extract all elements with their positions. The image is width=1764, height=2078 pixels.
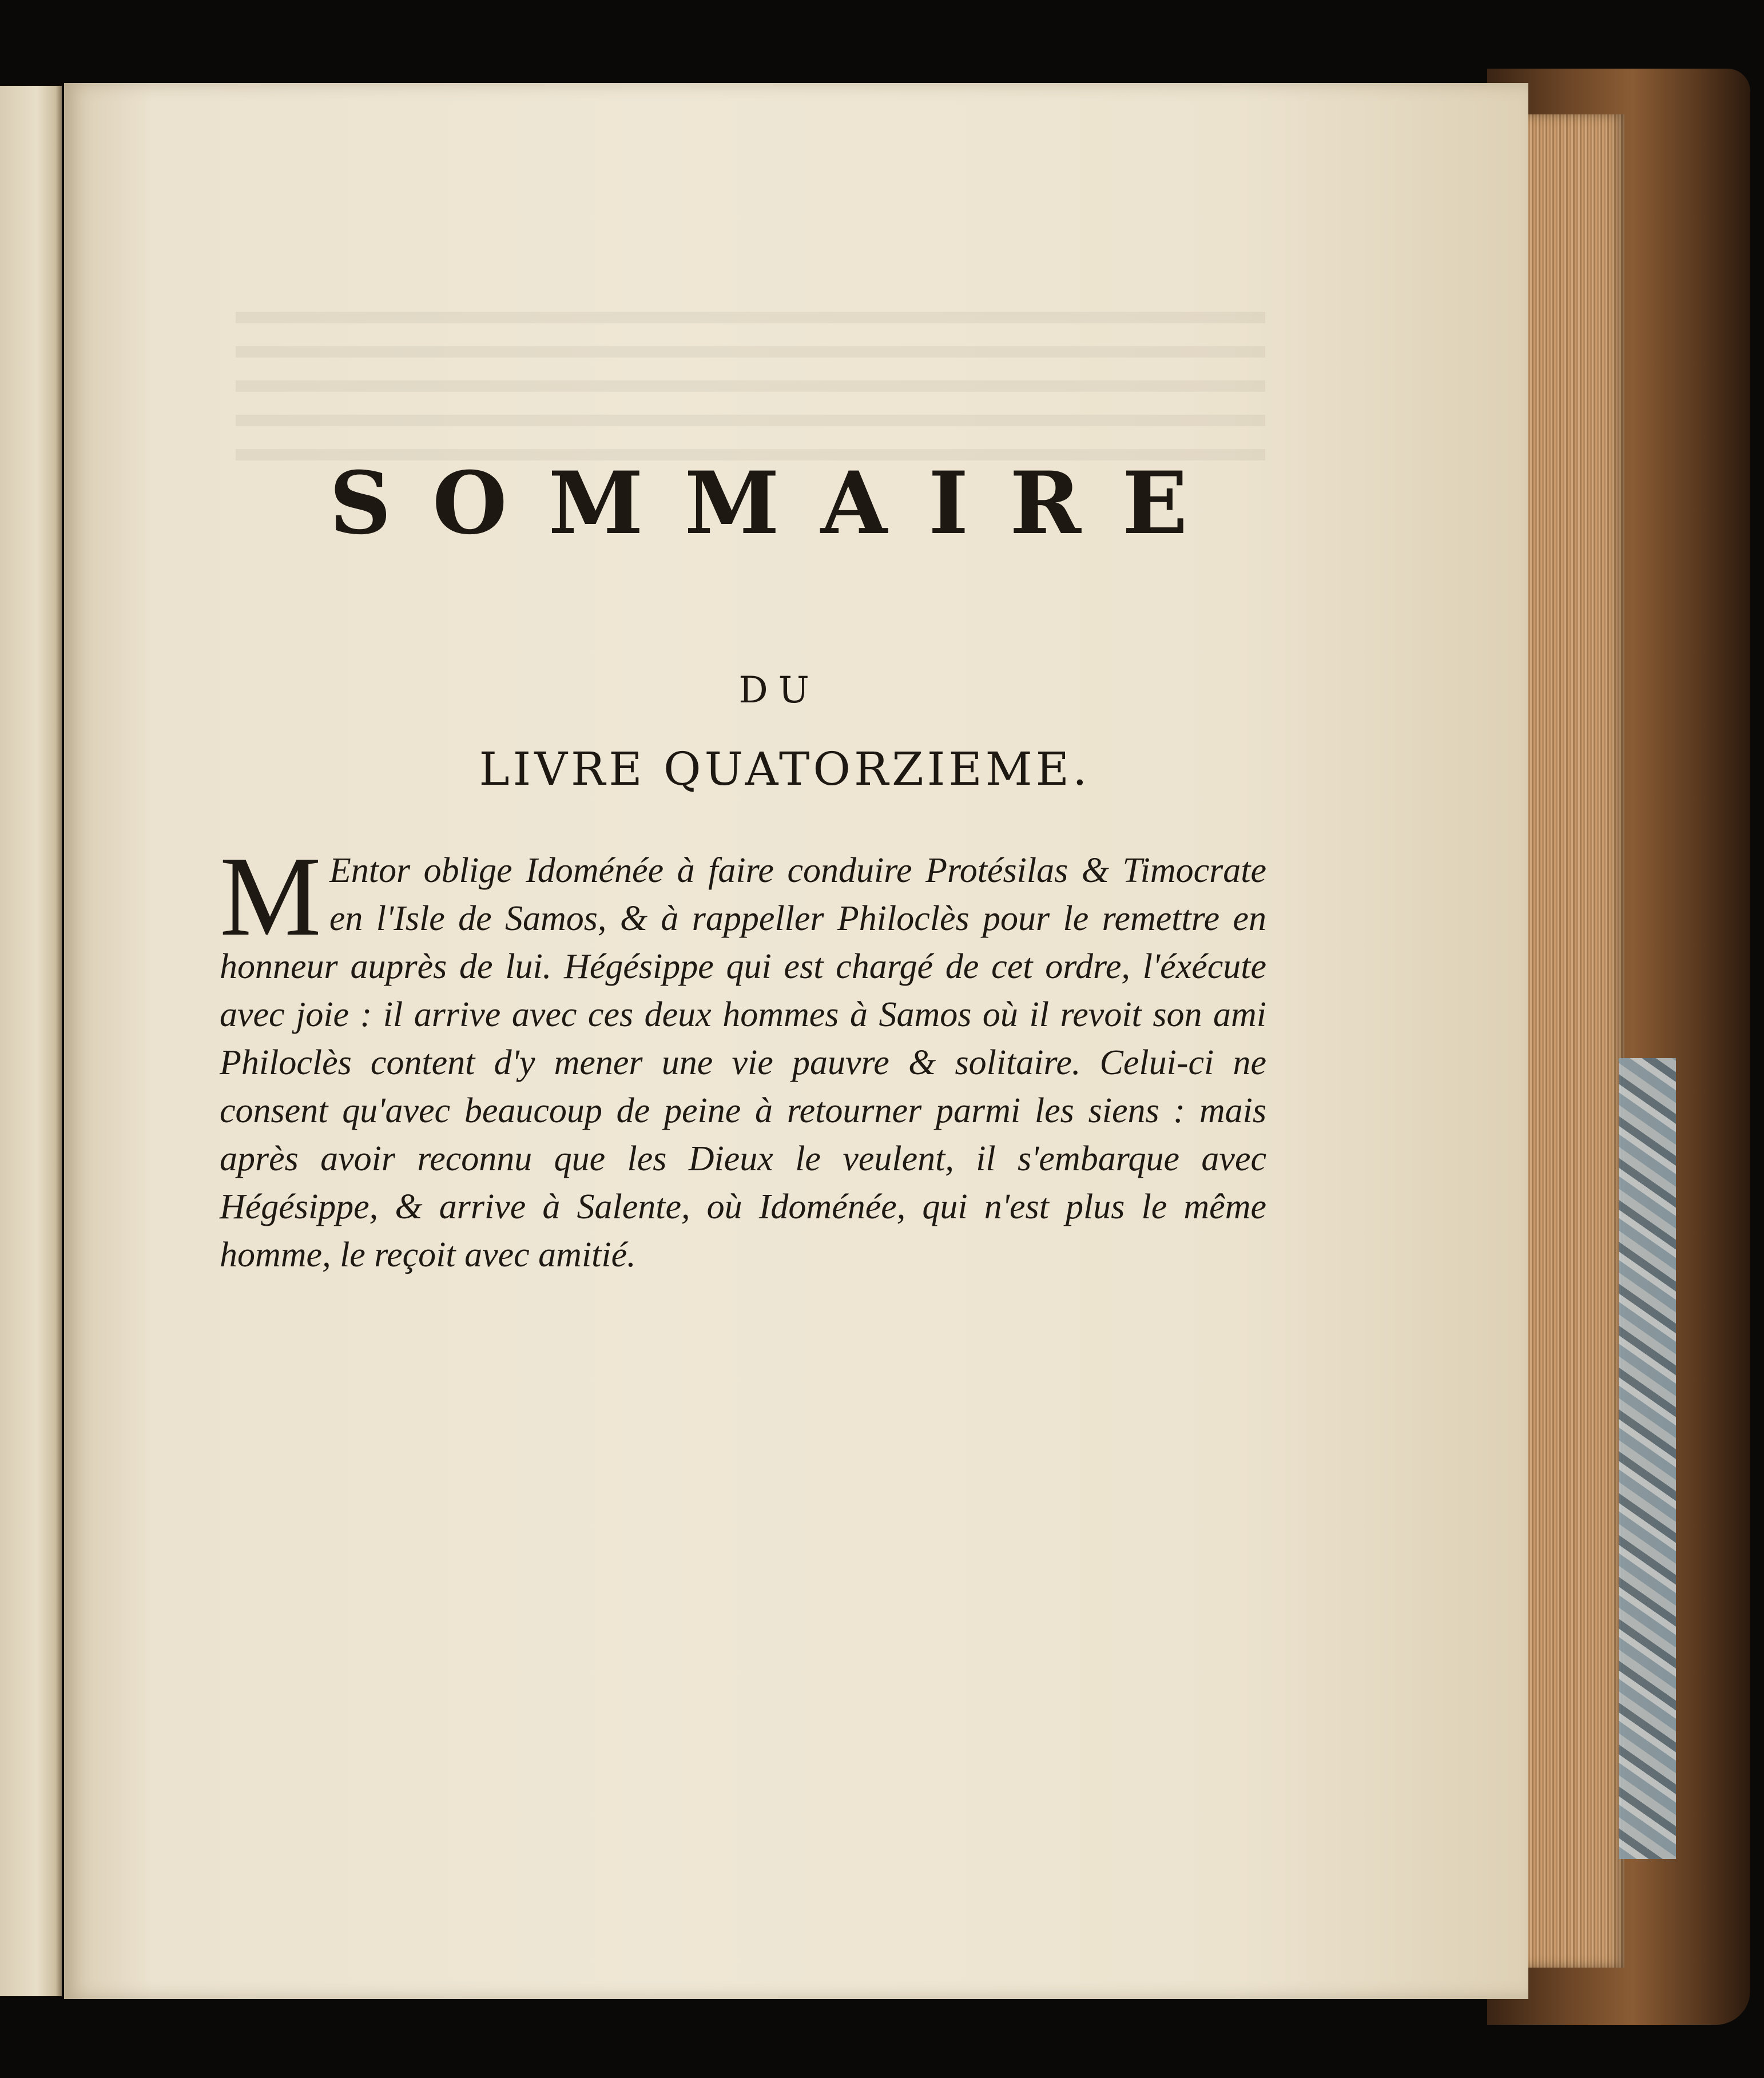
page-edges	[1521, 114, 1624, 1968]
drop-cap: M	[220, 833, 321, 960]
left-page-edge	[0, 86, 62, 1996]
page-title: SOMMAIRE	[329, 453, 1229, 554]
page-subtitle: DU	[738, 669, 820, 712]
marbled-endpaper	[1619, 1058, 1676, 1859]
summary-text: Entor oblige Idoménée à faire conduire Protésilas & Timocrate en l'Isle de Samos, & à rappeller Philoclès pour le remettre en honneur auprès de lui. Hégésippe qui est chargé de cet ordre, l'éxécute avec joie : il arrive avec ces deux hommes à Samos où il revoit son ami Philoclès content d'y mener une vie pauvre & solitaire. Celui-ci ne consent qu'avec beaucoup de peine à retourner parmi les siens : mais après avoir reconnu que les Dieux le veulent, il s'embarque avec Hégésippe, & arrive à Salente, où Idoménée, qui n'est plus le même homme, le reçoit avec amitié.	[220, 851, 1266, 1274]
summary-paragraph	[220, 833, 1266, 1279]
show-through	[236, 312, 1265, 460]
book-heading: LIVRE QUATORZIEME.	[479, 742, 1091, 796]
right-page	[64, 83, 1528, 1999]
